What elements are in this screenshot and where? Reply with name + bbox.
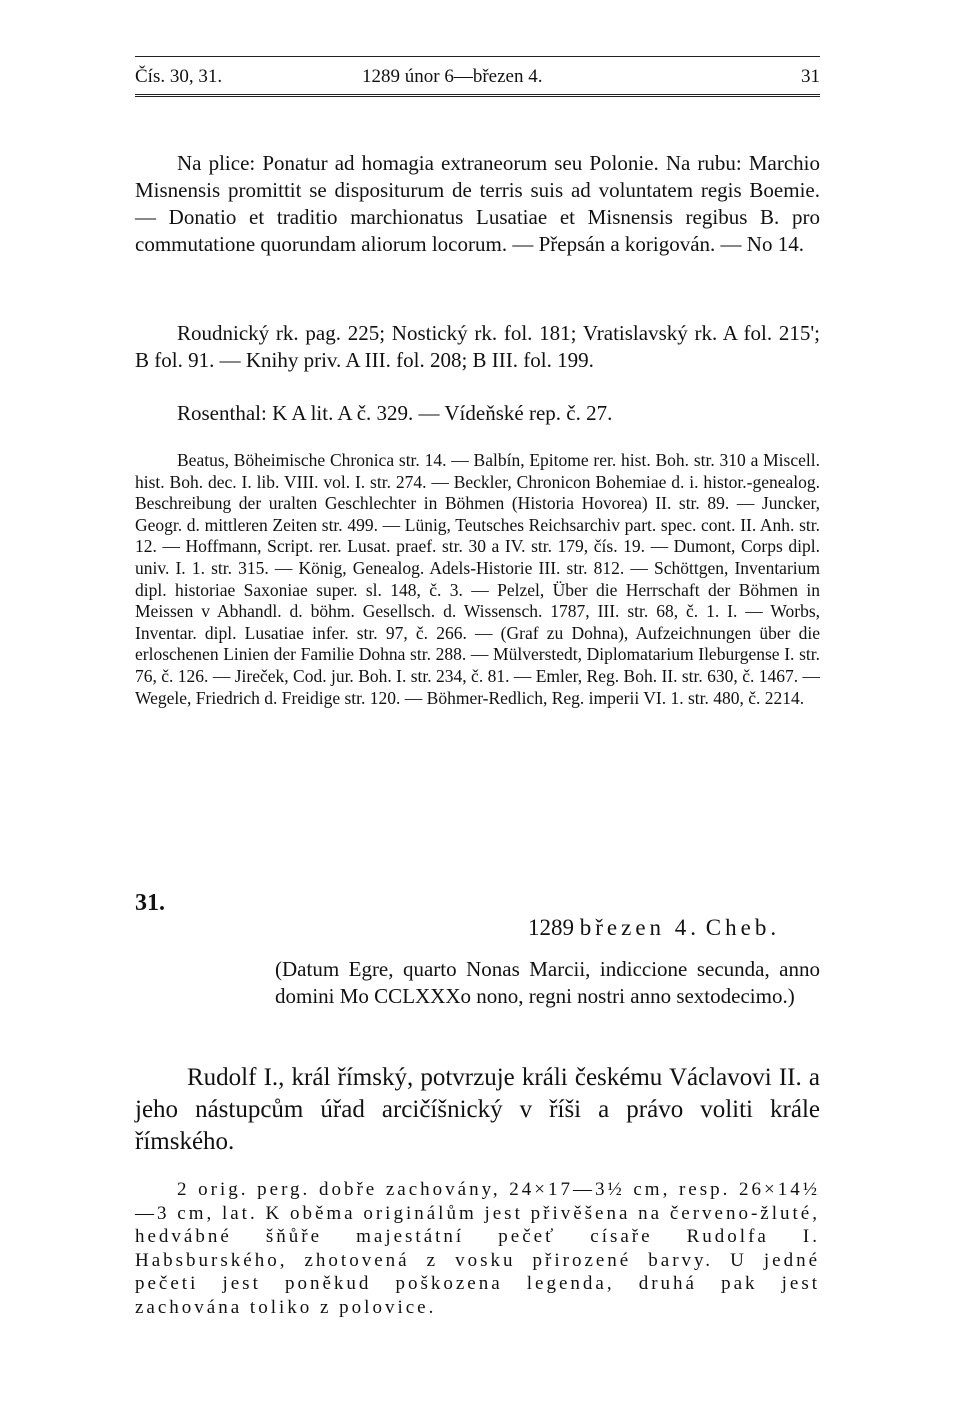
header-rule-bottom [135, 94, 820, 97]
header-rule-top [135, 56, 820, 57]
repertory-references: Rosenthal: K A lit. A č. 329. — Vídeňské rep. č. 27. [177, 401, 613, 425]
document-number: 31. [135, 890, 165, 916]
endorsement-note: Na plice: Ponatur ad homagia extraneorum seu Polonie. Na rubu: Marchio Misnensis promittit se dispositurum de terris suis ad voluntatem regis Boemie. — Donatio et traditio marchionatus Lusatiae et Misnensis regibus B. pro commutatione quorundam aliorum locorum. — Přepsán a korigován. — No 14. [135, 151, 820, 256]
header-document-numbers: Čís. 30, 31. [135, 66, 223, 87]
date-year: 1289 [528, 915, 574, 940]
manuscript-copies: Roudnický rk. pag. 225; Nostický rk. fol. 181; Vratislavský rk. A fol. 215'; B fol. 91. — Knihy priv. A III. fol. 208; B III. fol. 199. [135, 321, 820, 372]
document-dateline [528, 915, 780, 941]
source-description: 2 orig. perg. dobře zachovány, 24×17—3½ cm, resp. 26×14½ —3 cm, lat. K oběma originálům jest přivěšena na červeno-žluté, hedvábné šňůře majestátní pečeť císaře Rudolfa I. Habsburského, zhotovená z vosku přirozené barvy. U jedné pečeti jest poněkud poškozena legenda, druhá pak jest zachována toliko z polovice. [135, 1179, 820, 1318]
date-place: Cheb. [705, 915, 781, 940]
running-header [135, 62, 820, 92]
date-text: březen 4. [579, 915, 701, 940]
bibliography: Beatus, Böheimische Chronica str. 14. — Balbín, Epitome rer. hist. Boh. str. 310 a Miscell. hist. Boh. dec. I. lib. VIII. vol. I. str. 274. — Beckler, Chronicon Bohemiae d. i. histor.-genealog. Beschreibung der uralten Geschlechter in Böhmen (Historia Hovorea) II. str. 89. — Juncker, Geogr. d. mittleren Zeiten str. 499. — Lünig, Teutsches Reichsarchiv part. spec. cont. II. Anh. str. 12. — Hoffmann, Script. rer. Lusat. praef. str. 30 a IV. str. 179, čís. 19. — Dumont, Corps dipl. univ. I. 1. str. 315. — König, Genealog. Adels-Historie III. str. 812. — Schöttgen, Inventarium dipl. historiae Saxoniae super. sl. 148, č. 3. — Pelzel, Über die Herrschaft der Böhmen in Meissen v Abhandl. d. böhm. Gesellsch. d. Wissensch. 1787, III. str. 68, č. 1. I. — Worbs, Inventar. dipl. Lusatiae infer. str. 97, č. 266. — (Graf zu Dohna), Aufzeichnungen über die erloschenen Linien der Familie Dohna str. 288. — Mülverstedt, Diplomatarium Ileburgense I. str. 76, č. 126. — Jireček, Cod. jur. Boh. I. str. 234, č. 81. — Emler, Reg. Boh. II. str. 630, č. 1467. — Wegele, Friedrich d. Freidige str. 120. — Böhmer-Redlich, Reg. imperii VI. 1. str. 480, č. 2214. [135, 450, 820, 708]
header-date-range: 1289 únor 6—březen 4. [362, 66, 543, 87]
datum-clause: (Datum Egre, quarto Nonas Marcii, indiccione secunda, anno domini Mo CCLXXXo nono, regni nostri anno sextodecimo.) [275, 957, 820, 1008]
page-number: 31 [801, 66, 820, 87]
document-regest-title: Rudolf I., král římský, potvrzuje králi českému Václavovi II. a jeho nástupcům úřad arcičíšnický v říši a právo voliti krále římského. [135, 1064, 820, 1155]
